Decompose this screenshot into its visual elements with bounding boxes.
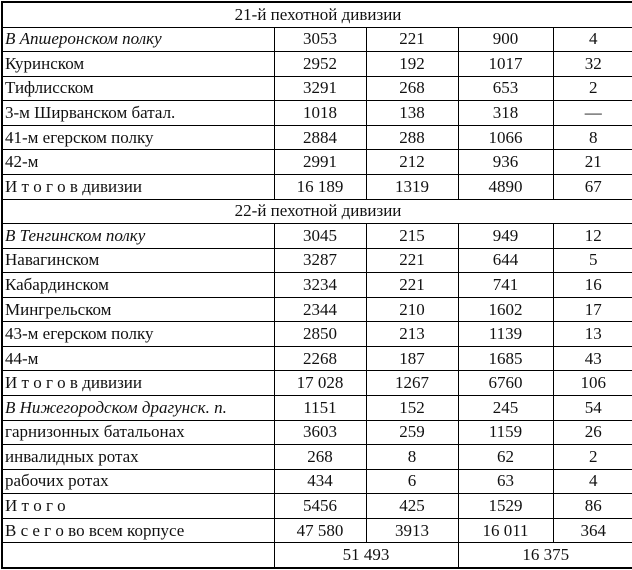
cell-value: 3603 [274,420,366,445]
section-header-row [2,199,632,224]
cell-value: 3291 [274,76,366,101]
row-label: И т о г о в дивизии [2,174,274,199]
section-title-22nd-division: 22-й пехотной дивизии [2,199,632,224]
cell-value: 288 [366,125,458,150]
cell-value: 215 [366,224,458,249]
table-row [2,27,632,52]
cell-value: 900 [458,27,553,52]
table-row [2,445,632,470]
cell-value: 210 [366,297,458,322]
row-label: В Апшеронском полку [2,27,274,52]
cell-value: 54 [553,396,632,421]
cell-value: 1017 [458,52,553,77]
cell-value: 2991 [274,150,366,175]
cell-value: 12 [553,224,632,249]
row-label: 44-м [2,346,274,371]
table-row [2,248,632,273]
table-row [2,322,632,347]
cell-value: 221 [366,273,458,298]
cell-value: 3913 [366,518,458,543]
cell-value: 6 [366,469,458,494]
subtotal-row [2,494,632,519]
cell-value: 434 [274,469,366,494]
cell-value: 3234 [274,273,366,298]
footer-sum-left: 51 493 [274,543,458,568]
cell-value: 6760 [458,371,553,396]
section-header-row [2,2,632,27]
cell-value: 67 [553,174,632,199]
cell-value: 644 [458,248,553,273]
footer-empty-cell [2,543,274,568]
row-label: В Тенгинском полку [2,224,274,249]
cell-value: 16 011 [458,518,553,543]
cell-value: 26 [553,420,632,445]
cell-value: 152 [366,396,458,421]
cell-value: 936 [458,150,553,175]
cell-value: 1151 [274,396,366,421]
footer-sums-row [2,543,632,568]
cell-value: 221 [366,27,458,52]
cell-value: — [553,101,632,126]
cell-value: 1602 [458,297,553,322]
cell-value: 106 [553,371,632,396]
cell-value: 62 [458,445,553,470]
table-row [2,125,632,150]
cell-value: 949 [458,224,553,249]
division-statistics-table [1,1,632,569]
cell-value: 2268 [274,346,366,371]
cell-value: 4 [553,27,632,52]
table-row [2,469,632,494]
row-label: инвалидных ротах [2,445,274,470]
cell-value: 245 [458,396,553,421]
row-label: И т о г о в дивизии [2,371,274,396]
row-label: Куринском [2,52,274,77]
cell-value: 192 [366,52,458,77]
cell-value: 3045 [274,224,366,249]
cell-value: 1267 [366,371,458,396]
cell-value: 4 [553,469,632,494]
table-row [2,273,632,298]
row-label: 41-м егерском полку [2,125,274,150]
division-total-row [2,371,632,396]
cell-value: 3053 [274,27,366,52]
cell-value: 364 [553,518,632,543]
cell-value: 2 [553,445,632,470]
cell-value: 47 580 [274,518,366,543]
cell-value: 268 [274,445,366,470]
cell-value: 741 [458,273,553,298]
cell-value: 13 [553,322,632,347]
row-label: рабочих ротах [2,469,274,494]
cell-value: 3287 [274,248,366,273]
row-label: Навагинском [2,248,274,273]
table-row [2,224,632,249]
cell-value: 5456 [274,494,366,519]
cell-value: 212 [366,150,458,175]
cell-value: 17 028 [274,371,366,396]
cell-value: 86 [553,494,632,519]
cell-value: 8 [366,445,458,470]
cell-value: 2 [553,76,632,101]
row-label: 42-м [2,150,274,175]
cell-value: 2952 [274,52,366,77]
cell-value: 653 [458,76,553,101]
cell-value: 17 [553,297,632,322]
row-label: И т о г о [2,494,274,519]
row-label: 43-м егерском полку [2,322,274,347]
cell-value: 2344 [274,297,366,322]
division-total-row [2,174,632,199]
cell-value: 5 [553,248,632,273]
cell-value: 32 [553,52,632,77]
cell-value: 16 189 [274,174,366,199]
cell-value: 1319 [366,174,458,199]
table-row [2,346,632,371]
cell-value: 1066 [458,125,553,150]
cell-value: 318 [458,101,553,126]
cell-value: 259 [366,420,458,445]
table-row [2,150,632,175]
row-label: Мингрельском [2,297,274,322]
table-row [2,420,632,445]
cell-value: 1685 [458,346,553,371]
cell-value: 2884 [274,125,366,150]
cell-value: 268 [366,76,458,101]
table-row [2,76,632,101]
cell-value: 16 [553,273,632,298]
row-label: В с е г о во всем корпусе [2,518,274,543]
row-label: Тифлисском [2,76,274,101]
cell-value: 63 [458,469,553,494]
cell-value: 221 [366,248,458,273]
section-title-21st-division: 21-й пехотной дивизии [2,2,632,27]
cell-value: 4890 [458,174,553,199]
row-label: Кабардинском [2,273,274,298]
cell-value: 138 [366,101,458,126]
cell-value: 187 [366,346,458,371]
cell-value: 21 [553,150,632,175]
cell-value: 2850 [274,322,366,347]
table-row [2,52,632,77]
footer-sum-right: 16 375 [458,543,632,568]
cell-value: 213 [366,322,458,347]
row-label: гарнизонных батальонах [2,420,274,445]
table-row [2,101,632,126]
cell-value: 1139 [458,322,553,347]
row-label: В Нижегородском драгунск. п. [2,396,274,421]
cell-value: 1529 [458,494,553,519]
table-row [2,396,632,421]
cell-value: 1018 [274,101,366,126]
cell-value: 1159 [458,420,553,445]
row-label: 3-м Ширванском батал. [2,101,274,126]
table-row [2,297,632,322]
cell-value: 8 [553,125,632,150]
cell-value: 43 [553,346,632,371]
grand-total-row [2,518,632,543]
cell-value: 425 [366,494,458,519]
